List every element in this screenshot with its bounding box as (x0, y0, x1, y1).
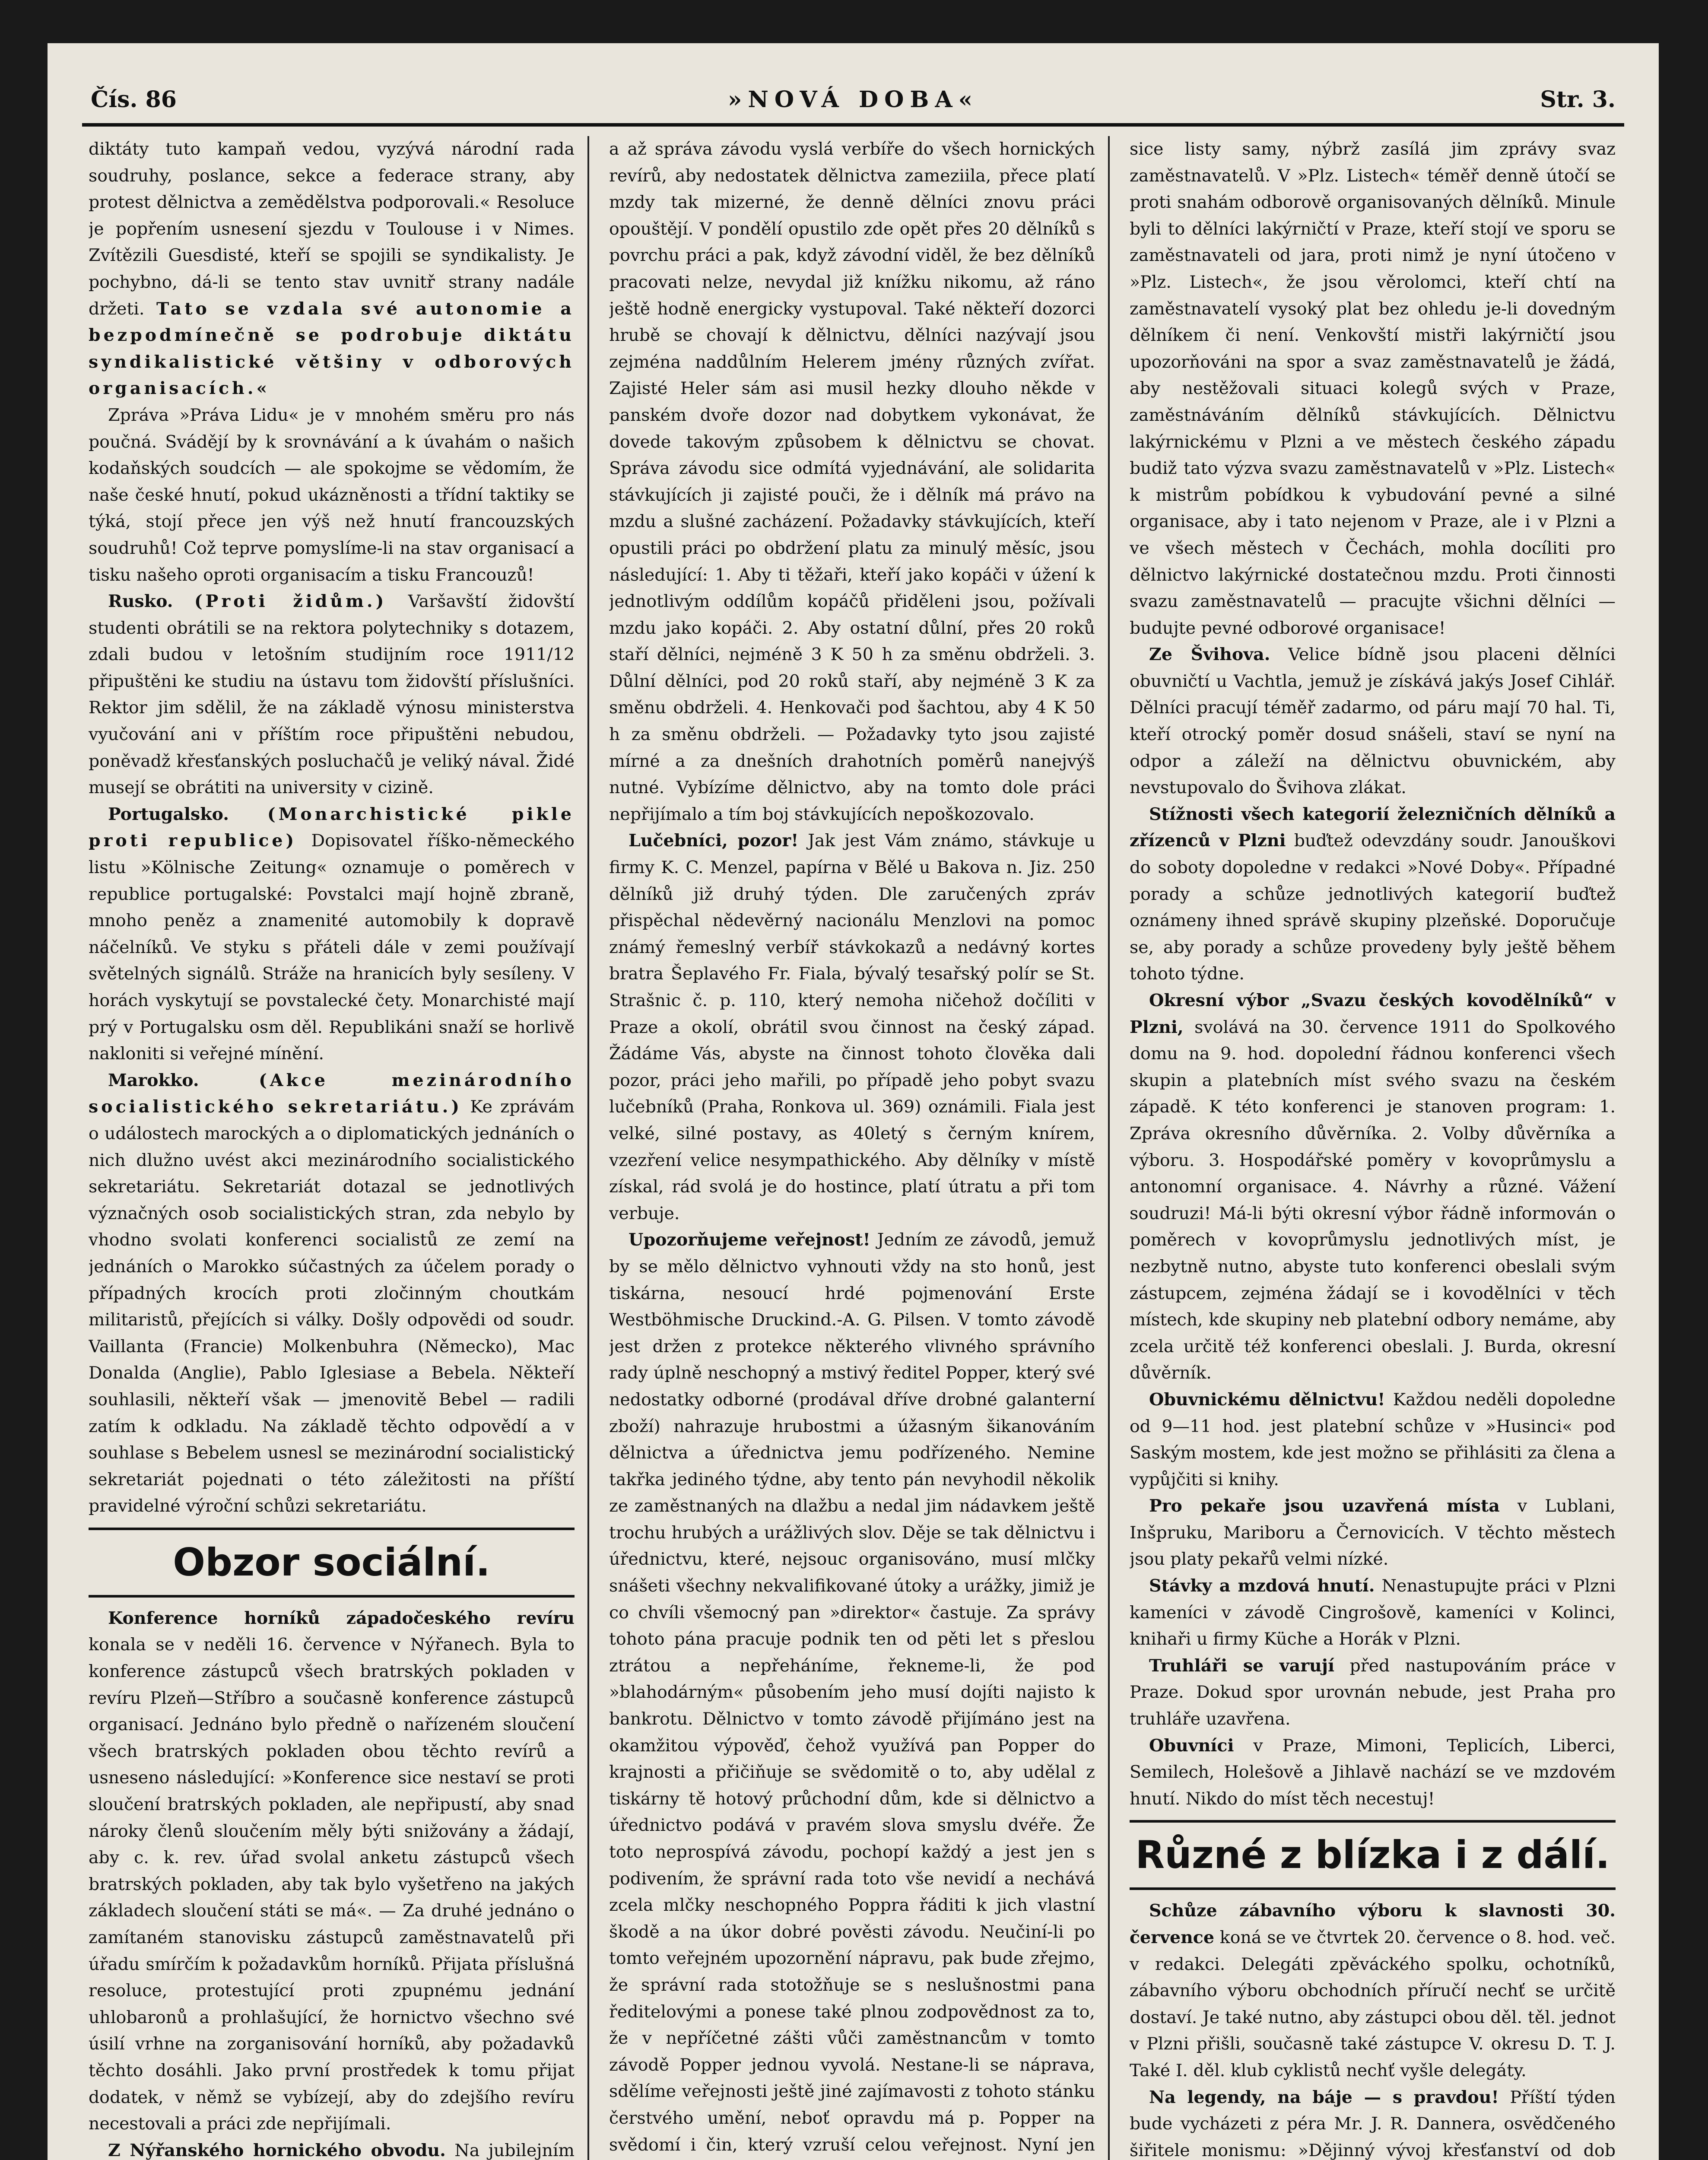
article-text: Na jubilejním (454, 2140, 575, 2160)
header-rule (82, 123, 1624, 127)
article-text: diktáty tuto kampaň vedou, vyzývá národní rada soudruhy, poslance, sekce a federace strany, aby protest dělnictva a zemědělstva podporovali.« Resoluce je popřením usnesení sjezdu v Toulouse i v Nimes. Zvítězili Guesdisté, kteří se spojili se syndikalisty. Je pochybno, dá-li se tento stav uvnitř strany nadále držeti. (89, 139, 575, 319)
article-text: Jak jest Vám známo, stávkuje u firmy K. C. Menzel, papírna v Bělé u Bakova n. Jiz. 250 dělníků již druhý týden. Dle zaručených zpráv přispěchal nědevěrný nacionálu Menzlovi na pomoc známý řemeslný verbíř stávkokazů a nedávný kortes bratra Šeplavého Fr. Fiala, bývalý tesařský polír se St. Strašnic č. p. 110, který nemoha ničehož dočíliti v Praze a okolí, obrátil svou činnost na český západ. Žádáme Vás, abyste na činnost tohoto člověka dali pozor, práci jeho mařili, po případě jeho pobyt svazu lučebníků (Praha, Ronkova ul. 369) oznámili. Fiala jest velké, silné postavy, as 40letý s černým knírem, vzezření velice nesympathického. Aby dělníky v místě získal, rád svolá je do hostince, platí útratu a při tom verbuje. (609, 831, 1095, 1223)
column-1 (89, 136, 575, 2160)
article-heading: Upozorňujeme veřejnost! (629, 1230, 870, 1250)
article-heading: Schůze zábavního výboru k slavnosti 30. července (1130, 1901, 1616, 1947)
article-heading: Rusko. (108, 591, 173, 612)
article-heading: Portugalsko. (108, 804, 229, 824)
article-subheading: (Akce mezinárodního socialistického sekretariátu.) (89, 1070, 575, 1117)
article-text: Každou neděli dopoledne od 9—11 hod. jest platební schůze v »Husinci« pod Saským mostem, kde jest možno se přihlásiti za člena a vypůjčiti si knihy. (1130, 1389, 1616, 1490)
article-text: a až správa závodu vyslá verbíře do všech hornických revírů, aby nedostatek dělnictva zameziila, přece platí mzdy tak mizerné, že denně dělníci znovu práci opouštějí. V pondělí opustilo zde opět přes 20 dělníků s povrchu práci a pak, když závodní viděl, že bez dělníků pracovati nelze, nevydal již knížku nikomu, až ráno ještě hodně energicky vystupoval. Také někteří dozorci hrubě se chovají k dělnictvu, dělníci nazývají jsou zejména naddůlním Helerem jmény různých zvířat. Zajisté Heler sám asi musil hezky dlouho někde v panském dvoře dozor nad dobytkem vykonávat, že dovede takovým způsobem k dělnictvu se chovat. Správa závodu sice odmítá vyjednávání, ale solidarita stávkujících ji zajisté pouči, že i dělník má právo na mzdu a slušné zacházení. Požadavky stávkujících, kteří opustili práci po obdržení platu za minulý měsíc, jsou následující: 1. Aby ti těžaři, kteří jako kopáči v úžení k jednotlivým oddílům kopáčů přiděleni jsou, požívali mzdu jako kopáči. 2. Aby ostatní důlní, přes 20 roků staří dělníci, nejméně 3 K 50 h za směnu obdrželi. 3. Důlní dělníci, pod 20 roků staří, aby nejméně 3 K za směnu obdrželi. 4. Henkovači pod šachtou, aby 4 K 50 h za směnu obdrželi. — Požadavky tyto jsou zajisté mírné a za dnešních drahotních poměrů nanejvýš nutné. Vybízíme dělnictvo, aby na tomto dole práci nepřijímalo a tím boj stávkujících nepoškozovalo. (609, 139, 1095, 824)
newspaper-page (48, 43, 1659, 2160)
article-heading: Okresní výbor „Svazu českých kovodělníků“ v Plzni, (1130, 991, 1616, 1037)
article-text: konala se v neděli 16. července v Nýřanech. Byla to konference zástupců všech bratrských pokladen v revíru Plzeň—Stříbro a současně konference zástupců organisací. Jednáno bylo předně o nařízeném sloučení všech bratrských pokladen obou těchto revírů a usneseno následující: »Konference sice nestaví se proti sloučení bratrských pokladen, ale nepřipustí, aby snad nároky členů sloučením měly býti snižovány a žádají, aby c. k. rev. úřad svolal anketu zástupců všech bratrských pokladen, aby tak bylo vyšetřeno na jakých základech sloučení státi se má«. — Za druhé jednáno o zamítaném stanovisku zástupců zaměstnavatelů při úřadu smírčím k požadavkům horníků. Přijata příslušná resoluce, protestující proti zpupnému jednání uhlobaronů a prohlašující, že hornictvo všechno své úsilí vrhne na zorganisování horníků, aby požadavků těchto dosáhli. Jako první prostředek k tomu přijat dodatek, v němž se vybízejí, aby do zdejšího revíru necestovali a práci zde nepřijímali. (89, 1635, 575, 2134)
article-heading: Lučebníci, pozor! (629, 831, 799, 851)
masthead-title: »NOVÁ DOBA« (727, 86, 979, 113)
article-heading: Truhláři se varují (1149, 1655, 1335, 1676)
article-heading: Konference horníků západočeského revíru (108, 1608, 575, 1628)
column-divider (1108, 136, 1110, 2160)
article-text: Nenastupujte práci v Plzni kameníci v závodě Cingrošově, kameníci v Kolinci, knihaři u firmy Küche a Horák v Plzni. (1130, 1576, 1616, 1649)
article-heading: Stížnosti všech kategorií železničních dělníků a zřízenců v Plzni (1130, 804, 1616, 851)
article-text: buďtež odevzdány soudr. Janouškovi do soboty dopoledne v redakci »Nové Doby«. Případné porady a schůze jednotlivých kategorií buďtež oznámeny ihned správě skupiny plzeňské. Doporučuje se, aby porady a schůze provedeny byly ještě během tohoto týdne. (1130, 831, 1616, 984)
article-heading: Na legendy, na báje — s pravdou! (1149, 2087, 1499, 2107)
article-heading: Z Nýřanského hornického obvodu. (108, 2140, 446, 2160)
article-text: Velice bídně jsou placeni dělníci obuvničtí u Vachtla, jemuž je získává jakýs Josef Cihlář. Dělníci pracují téměř zadarmo, od páru mají 70 hal. Ti, kteří otrocký poměr dosud snášeli, staví se nyní na odpor a záleží na dělnictvu obuvnickém, aby nevstupovalo do Švihova zlákat. (1130, 645, 1616, 798)
article-subheading: (Proti židům.) (194, 591, 387, 612)
article-text: sice listy samy, nýbrž zasílá jim zprávy svaz zaměstnavatelů. V »Plz. Listech« téměř denně útočí se proti snahám odborově organisovaných dělníků. Minule byli to dělníci lakýrničtí v Praze, kteří stojí ve sporu se zaměstnavateli od jara, proti nimž je nyní útočeno v »Plz. Listech«, že jsou věrolomci, kteří chtí na zaměstnavatelí vysoký plat bez ohledu je-li dovedným dělníkem či není. Venkovští mistři lakýrničtí jsou upozorňováni na spor a svaz zaměstnavatelů je žádá, aby nestěžovali situaci kolegů svých v Praze, zaměstnáváním dělníků stávkujících. Dělnictvu lakýrnickému v Plzni a ve městech českého západu budiž tato výzva svazu zaměstnavatelů v »Plz. Listech« k mistrům pobídkou k vybudování pevné a silné organisace, aby i tato nejenom v Praze, ale i v Plzni a ve všech městech v Čechách, mohla docíliti pro dělnictvo lakýrnické dostatečnou mzdu. Proti činnosti svazu zaměstnavatelů — pracujte všichni dělníci — budujte pevné odborové organisace! (1130, 139, 1616, 638)
article-text: Varšavští židovští studenti obrátili se na rektora polytechniky s dotazem, zdali budou v letošním studijním roce 1911/12 připuštěni ke studiu na ústavu tom židovští příslušníci. Rektor jim sdělil, že na základě výnosu ministerstva vyučování ani v příštím roce připuštěni nebudou, poněvadž křesťanských posluchačů je veliký nával. Židé musejí se obrátiti na university v cizině. (89, 591, 575, 798)
article-text: Dopisovatel říško-německého listu »Kölnische Zeitung« oznamuje o poměrech v republice portugalské: Povstalci mají hojně zbraně, mnoho peněz a znamenité automobily k dopravě náčelníků. Ve styku s přáteli dále v zemi používají světelných signálů. Stráže na hranicích byly sesíleny. V horách vyskytují se povstalecké čety. Monarchisté mají prý v Portugalsku osm děl. Republikáni snaží se horlivě nakloniti si veřejné mínění. (89, 831, 575, 1064)
article-text: Příští týden bude vycházeti z péra Mr. J. R. Dannera, osvědčeného šiřitele monismu: »Dějinný vývoj křesťanství od dob (1130, 2087, 1616, 2160)
issue-number: Čís. 86 (91, 86, 177, 113)
section-heading: Různé z blízka i z dálí. (1130, 1820, 1616, 1890)
article-text: v Praze, Mimoni, Teplicích, Liberci, Semilech, Holešově a Jihlavě nachází se ve mzdovém hnutí. Nikdo do míst těch necestuj! (1130, 1735, 1616, 1809)
article-heading: Obuvníci (1149, 1735, 1234, 1756)
column-2 (609, 136, 1095, 2160)
page-number: Str. 3. (1540, 86, 1616, 113)
article-text: Zpráva »Práva Lidu« je v mnohém směru pro nás poučná. Svádějí by k srovnávání a k úvahám o našich kodaňských soudcích — ale spokojme se vědomím, že naše české hnutí, pokud ukázněnosti a třídní taktiky se týká, stojí přece jen výš než hnutí francouzských soudruhů! Což teprve pomyslíme-li na stav organisací a tisku našeho oproti organisacím a tisku Francouzů! (89, 405, 575, 585)
article-text: v Lublani, Inšpruku, Mariboru a Černovicích. V těchto městech jsou platy pekařů velmi nízké. (1130, 1496, 1616, 1569)
article-heading: Pro pekaře jsou uzavřená místa (1149, 1496, 1500, 1516)
article-text: koná se ve čtvrtek 20. července o 8. hod. več. v redakci. Delegáti zpěváckého spolku, ochotníků, zábavního výboru obchodních příručí nechť se určitě dostaví. Je také nutno, aby zástupci obou děl. těl. jednot v Plzni přišli, současně také zástupce V. okresu D. T. J. Také I. děl. klub cyklistů nechť vyšle delegáty. (1130, 1928, 1616, 2081)
article-heading: Ze Švihova. (1149, 645, 1270, 665)
column-divider (587, 136, 589, 2160)
article-heading: Obuvnickému dělnictvu! (1149, 1389, 1385, 1410)
column-3 (1130, 136, 1616, 2160)
article-text: svolává na 30. července 1911 do Spolkového domu na 9. hod. dopolední řádnou konferenci všech skupin a platebních míst svého svazu na českém západě. K této konferenci je stanoven program: 1. Zpráva okresního důvěrníka. 2. Volby důvěrníka a výboru. 3. Hospodářské poměry v kovoprůmyslu a antonomní organisace. 4. Návrhy a různé. Vážení soudruzi! Má-li býti okresní výbor řádně informován o poměrech v kovoprůmyslu jednotlivých míst, je nezbytně nutno, abyste tuto konferenci obeslali svým zástupcem, zejména žádají se i kovodělníci v těch místech, kde skupiny neb platební odbory nemáme, aby zcela určitě též konferenci obeslali. J. Burda, okresní důvěrník. (1130, 1017, 1616, 1383)
page-header (82, 73, 1624, 125)
article-text-spaced: Tato se vzdala své autonomie a bezpodmínečně se podrobuje diktátu syndikalistické většiny v odborových organisacích.« (89, 299, 575, 399)
article-subheading: (Monarchistické pikle proti republice) (89, 804, 575, 851)
section-heading: Obzor sociální. (89, 1528, 575, 1598)
article-text: Jedním ze závodů, jemuž by se mělo dělnictvo vyhnouti vždy na sto honů, jest tiskárna, nesoucí hrdé pojmenování Erste Westböhmische Druckind.-A. G. Pilsen. V tomto závodě jest držen z protekce některého vlivného správního rady úplně neschopný a mstivý ředitel Popper, který své nedostatky odborné (prodával dříve drobné galanterní zboží) nahrazuje hrubostmi a úžasným šikanováním dělnictva a úřednictva jemu podřízeného. Nemine takřka jediného týdne, aby tento pán nevyhodil několik ze zaměstnaných na dlažbu a nedal jim nádavkem ještě trochu hrubých a urážlivých slov. Děje se tak dělnictvu i úřednictvu, které, nejsouc organisováno, musí mlčky snášeti všechny nekvalifikované útoky a urážky, jimiž je co chvíli všemocný pan »direktor« častuje. Za správy tohoto pána pracuje podnik ten od pěti let s přeslou ztrátou a nepřeháníme, řekneme-li, že pod »blahodárným« působením jeho musí dojíti najisto k bankrotu. Dělnictvo v tomto závodě přijímáno jest na okamžitou výpověď, čehož využívá pan Popper do krajnosti a přičiňuje se svědomitě o to, aby udělal z tiskárny tě hotový průchodní dům, kde si dělnictvo a úřednictvo podává v pravém slova smyslu dvéře. Že toto neprospívá závodu, pochopí každý a jest jen s podivením, že správní rada toto vše nevidí a nechává zcela mlčky neschopného Poppra řáditi k jich vlastní škodě a na úkor dobré pověsti závodu. Neučiní-li po tomto veřejném upozornění nápravu, pak bude zřejmo, že správní rada stotožňuje se s neslušnostmi pana ředitelovými a ponese také plnou zodpovědnost za to, že v nepříčetné zášti vůči zaměstnancům v tomto závodě Popper jednou vyvolá. Nestane-li se náprava, sdělíme veřejnosti ještě jiné zajímavosti z tohoto stánku čerstvého umění, neboť opravdu má p. Popper na svědomí i čin, který vzruší celou veřejnost. Nyní jen (609, 1230, 1095, 2155)
article-text: před nastupováním práce v Praze. Dokud spor urovnán nebude, jest Praha pro truhláře uzavřena. (1130, 1655, 1616, 1729)
article-heading: Marokko. (108, 1070, 199, 1090)
article-heading: Stávky a mzdová hnutí. (1149, 1576, 1375, 1596)
article-text: Ke zprávám o událostech marockých a o diplomatických jednáních o nich dlužno uvést akci mezinárodního socialistického sekretariátu. Sekretariát dotazal se jednotlivých význačných osob socialistických stran, zda nebylo by vhodno svolati konferenci socialistů ze zemí na jednáních o Marokko súčastných za účelem porady o případných krocích proti zločinným choutkám militaristů, přejících si války. Došly odpovědi od soudr. Vaillanta (Francie) Molkenbuhra (Německo), Mac Donalda (Anglie), Pablo Iglesiase a Bebela. Někteří souhlasili, někteří však — jmenovitě Bebel — radili zatím k odkladu. Na základě těchto odpovědí a v souhlase s Bebelem usnesl se mezinárodní socialistický sekretariát pojednati o této záležitosti na příští pravidelné výroční schůzi sekretariátu. (89, 1097, 575, 1516)
